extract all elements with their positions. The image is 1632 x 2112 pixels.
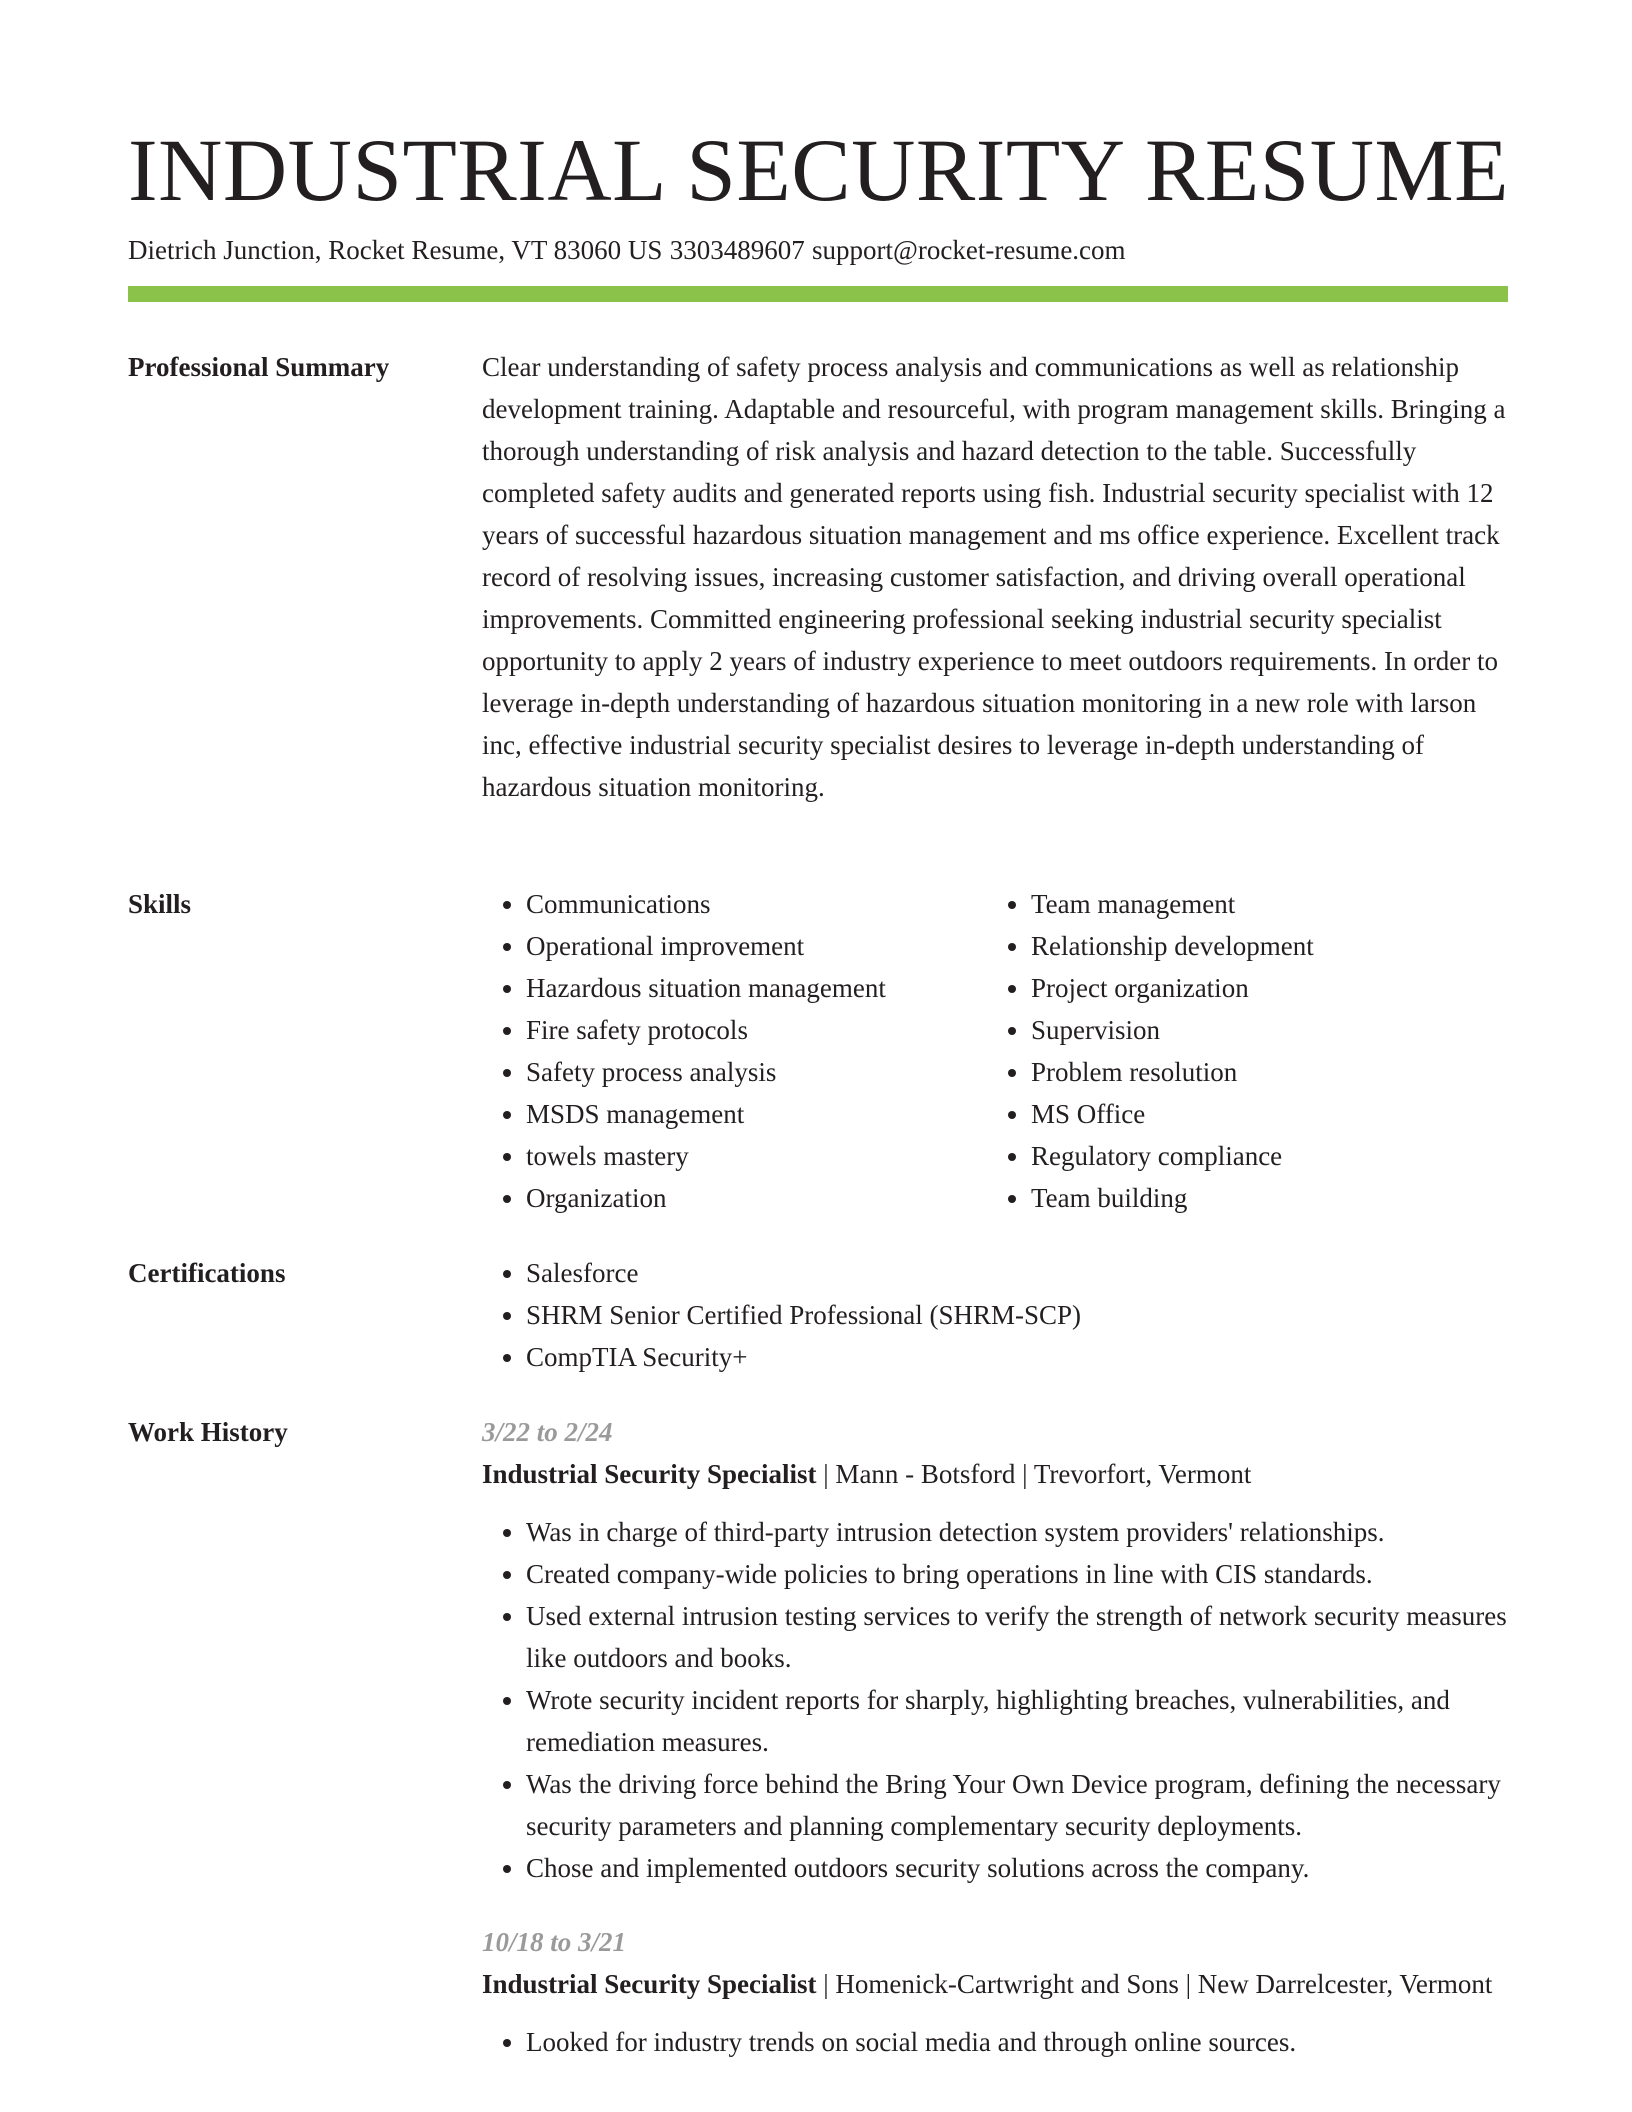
skill-item: • Organization (526, 1177, 987, 1219)
job-details: | Homenick-Cartwright and Sons | New Darrelcester, Vermont (823, 1969, 1493, 1999)
job-bullet: • Was the driving force behind the Bring Your Own Device program, defining the necessary security parameters and planning complementary security deployments. (526, 1763, 1512, 1847)
skill-item: • Safety process analysis (526, 1051, 987, 1093)
certification-item: • SHRM Senior Certified Professional (SHRM-SCP) (526, 1294, 1512, 1336)
certification-item: • Salesforce (526, 1252, 1512, 1294)
job-bullets (482, 2021, 1512, 2063)
job-bullet: • Was in charge of third-party intrusion detection system providers' relationships. (526, 1511, 1512, 1553)
skill-item: • Project organization (1031, 967, 1492, 1009)
skill-item: • Team building (1031, 1177, 1492, 1219)
contact-address: Dietrich Junction, Rocket Resume, VT 83060 US (128, 235, 663, 265)
contact-phone: 3303489607 (669, 235, 805, 265)
skills-list-left (482, 883, 987, 1219)
summary-heading: Professional Summary (128, 352, 390, 382)
contact-line (128, 230, 1126, 270)
skills-heading: Skills (128, 889, 192, 919)
certification-item: • CompTIA Security+ (526, 1336, 1512, 1378)
skill-item: • Fire safety protocols (526, 1009, 987, 1051)
work-history-body (482, 1411, 1512, 2063)
skills-body (482, 883, 1512, 1219)
skill-item: • Supervision (1031, 1009, 1492, 1051)
skills-list-right (987, 883, 1492, 1219)
job-bullets (482, 1511, 1512, 1889)
resume-title: INDUSTRIAL SECURITY RESUME (128, 122, 1509, 220)
job-heading (482, 1963, 1512, 2005)
skill-item: • Operational improvement (526, 925, 987, 967)
job-heading (482, 1453, 1512, 1495)
job-title: Industrial Security Specialist (482, 1459, 817, 1489)
certifications-body (482, 1252, 1512, 1378)
skill-item: • Hazardous situation management (526, 967, 987, 1009)
skill-item: • MS Office (1031, 1093, 1492, 1135)
contact-email: support@rocket-resume.com (812, 235, 1126, 265)
certifications-heading: Certifications (128, 1258, 286, 1288)
skill-item: • Team management (1031, 883, 1492, 925)
skill-item: • MSDS management (526, 1093, 987, 1135)
job-entry (482, 1921, 1512, 2063)
summary-body (482, 346, 1512, 808)
skill-item: • Relationship development (1031, 925, 1492, 967)
job-entry (482, 1411, 1512, 1889)
header-divider (128, 286, 1508, 302)
certifications-list (482, 1252, 1512, 1378)
summary-text: Clear understanding of safety process analysis and communications as well as relationship development training. Adaptable and resourceful, with program management skills. Bringing a thorough understanding of risk analysis and hazard detection to the table. Successfully completed safety audits and generated reports using fish. Industrial security specialist with 12 years of successful hazardous situation management and ms office experience. Excellent track record of resolving issues, increasing customer satisfaction, and driving overall operational improvements. Committed engineering professional seeking industrial security specialist opportunity to apply 2 years of industry experience to meet outdoors requirements. In order to leverage in-depth understanding of hazardous situation monitoring in a new role with larson inc, effective industrial security specialist desires to leverage in-depth understanding of hazardous situation monitoring. (482, 352, 1506, 802)
skill-item: • Regulatory compliance (1031, 1135, 1492, 1177)
job-bullet: • Chose and implemented outdoors security solutions across the company. (526, 1847, 1512, 1889)
job-bullet: • Created company-wide policies to bring operations in line with CIS standards. (526, 1553, 1512, 1595)
job-dates: 10/18 to 3/21 (482, 1927, 627, 1957)
job-bullet: • Used external intrusion testing services to verify the strength of network security measures like outdoors and books. (526, 1595, 1512, 1679)
job-title: Industrial Security Specialist (482, 1969, 817, 1999)
skill-item: • Problem resolution (1031, 1051, 1492, 1093)
job-details: | Mann - Botsford | Trevorfort, Vermont (823, 1459, 1252, 1489)
skill-item: • Communications (526, 883, 987, 925)
job-bullet: • Wrote security incident reports for sharply, highlighting breaches, vulnerabilities, and remediation measures. (526, 1679, 1512, 1763)
skill-item: • towels mastery (526, 1135, 987, 1177)
job-dates: 3/22 to 2/24 (482, 1417, 613, 1447)
job-bullet: • Looked for industry trends on social media and through online sources. (526, 2021, 1512, 2063)
work-history-heading: Work History (128, 1417, 288, 1447)
